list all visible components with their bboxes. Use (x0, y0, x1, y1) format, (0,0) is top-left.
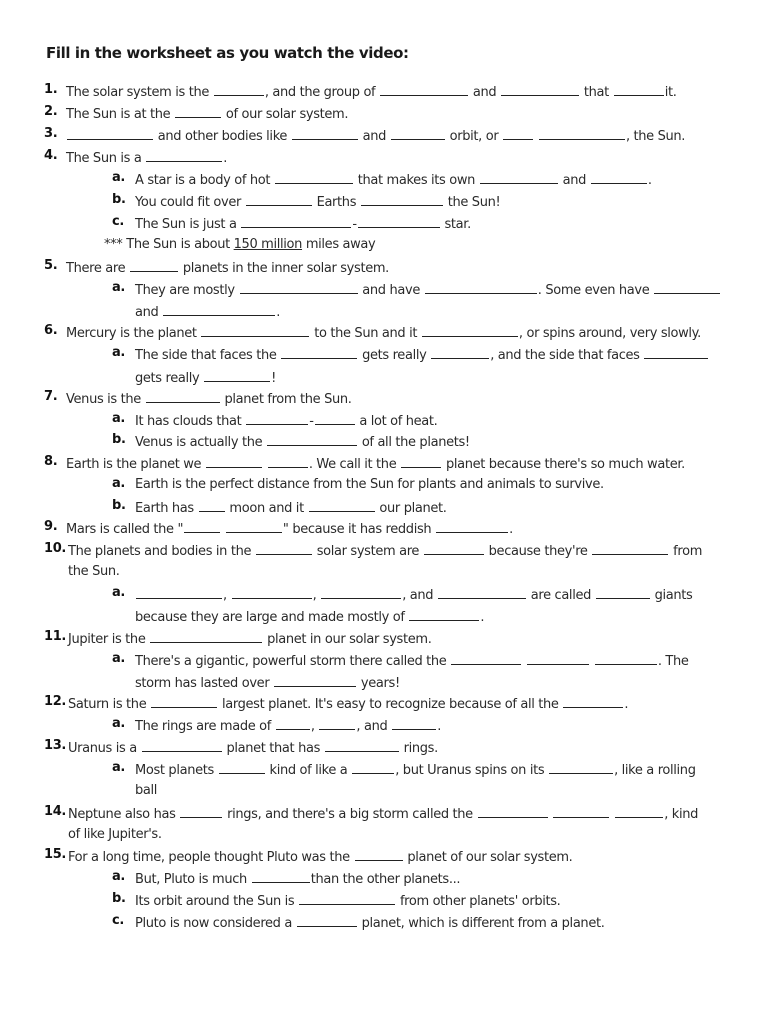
q6-blank-1[interactable] (201, 323, 309, 337)
q10a-comma-1: , (223, 588, 227, 603)
q13a-text-b: kind of like a (269, 763, 348, 778)
q6a-text-d: gets really (135, 371, 200, 386)
q2-number: 2. (44, 104, 58, 119)
q14-blank-1[interactable] (180, 804, 222, 818)
q11a-blank-1[interactable] (451, 651, 521, 665)
q5a-line (135, 280, 721, 299)
worksheet-title: Fill in the worksheet as you watch the video: (46, 44, 409, 62)
q4a-blank-2[interactable] (480, 170, 558, 184)
q11-number: 11. (44, 629, 66, 644)
q4-number: 4. (44, 148, 58, 163)
q9-text: Mars is called the " (66, 522, 184, 537)
q13a-line (135, 760, 696, 779)
q5a-text-e: . (276, 305, 281, 320)
q5a-text: They are mostly (135, 283, 235, 298)
q8b-letter: b. (112, 498, 126, 513)
q15b-line (135, 891, 560, 910)
q4-line (66, 148, 227, 167)
q15a-line (135, 869, 460, 888)
q10-number: 10. (44, 541, 66, 556)
q11a-text: There's a gigantic, powerful storm there called the (135, 654, 447, 669)
q8b-text: Earth has (135, 501, 194, 516)
q4c-blank-2[interactable] (358, 214, 440, 228)
q1-text-c: and (472, 85, 497, 100)
q14-blank-3[interactable] (553, 804, 609, 818)
q10a-blank-2[interactable] (232, 585, 312, 599)
q8-text-b: . We call it the (308, 457, 397, 472)
q9-blank-1[interactable] (184, 519, 220, 533)
q5a-letter: a. (112, 280, 126, 295)
q6a-blank-1[interactable] (281, 345, 357, 359)
q6-text: Mercury is the planet (66, 326, 197, 341)
q13a-letter: a. (112, 760, 126, 775)
q11a-blank-3[interactable] (595, 651, 657, 665)
q9-text-c: . (509, 522, 513, 537)
q8a-letter: a. (112, 476, 126, 491)
q4-blank-1[interactable] (146, 148, 222, 162)
note-underlined-value: 150 million (233, 237, 303, 252)
q6a-blank-2[interactable] (431, 345, 489, 359)
q1-blank-2[interactable] (380, 82, 468, 96)
q10a-text-d: are called (530, 588, 592, 603)
q8b-blank-2[interactable] (309, 498, 375, 512)
q7-text-b: planet from the Sun. (224, 392, 352, 407)
q4-text: The Sun is a (66, 151, 142, 166)
q5-number: 5. (44, 258, 58, 273)
q8b-line (135, 498, 447, 517)
q12a-letter: a. (112, 716, 126, 731)
q12-blank-2[interactable] (563, 694, 623, 708)
q6a-text-c: , and the side that faces (490, 348, 640, 363)
q10-text-c: because they're (488, 544, 588, 559)
q3-blank-1[interactable] (67, 126, 153, 140)
q7-text: Venus is the (66, 392, 141, 407)
q13-blank-1[interactable] (142, 738, 222, 752)
q13-text-c: rings. (403, 741, 438, 756)
q11a-text-b: . The (657, 654, 689, 669)
q10a-text-g: . (480, 610, 485, 625)
q5a-text-d: and (135, 305, 159, 320)
q7b-line (135, 432, 470, 451)
q12a-text: The rings are made of (135, 719, 272, 734)
q11-text: Jupiter is the (68, 632, 146, 647)
q7a-line (135, 411, 437, 430)
q12a-comma-1: , (310, 719, 315, 734)
q10a-text-e: giants (654, 588, 693, 603)
q8-text-c: planet because there's so much water. (445, 457, 685, 472)
q15-text-b: planet of our solar system. (407, 850, 573, 865)
q6a-line-2 (135, 368, 276, 387)
q6-text-c: , or spins around, very slowly. (518, 326, 701, 341)
q8b-blank-1[interactable] (199, 498, 225, 512)
q3-blank-5[interactable] (539, 126, 625, 140)
q13a-text-e: ball (135, 783, 158, 798)
q6a-text-e: ! (271, 371, 277, 386)
q14-number: 14. (44, 804, 66, 819)
q4c-letter: c. (112, 214, 124, 229)
q6a-line (135, 345, 709, 364)
q5a-blank-4[interactable] (163, 302, 275, 316)
q14-blank-2[interactable] (478, 804, 548, 818)
q14-text-d: of like Jupiter's. (68, 827, 162, 842)
q4a-text-d: . (647, 173, 652, 188)
q12a-blank-1[interactable] (276, 716, 310, 730)
q10a-blank-1[interactable] (136, 585, 222, 599)
q4-text-b: . (223, 151, 228, 166)
q4a-letter: a. (112, 170, 126, 185)
q8-number: 8. (44, 454, 58, 469)
q13-line (68, 738, 438, 757)
q15c-blank-1[interactable] (297, 913, 357, 927)
q2-blank-1[interactable] (175, 104, 221, 118)
q9-line (66, 519, 513, 538)
q8-blank-1[interactable] (206, 454, 262, 468)
q11a-line (135, 651, 689, 670)
q4c-dash: - (352, 217, 357, 232)
q7b-blank-1[interactable] (267, 432, 357, 446)
q4c-text: The Sun is just a (135, 217, 237, 232)
q15c-letter: c. (112, 913, 124, 928)
q12-text: Saturn is the (68, 697, 147, 712)
q4b-blank-1[interactable] (246, 192, 312, 206)
q12a-blank-2[interactable] (319, 716, 355, 730)
q14-text: Neptune also has (68, 807, 176, 822)
q13a-text-c: , but Uranus spins on its (395, 763, 545, 778)
q7b-text: Venus is actually the (135, 435, 263, 450)
q13-blank-2[interactable] (325, 738, 399, 752)
q3-number: 3. (44, 126, 58, 141)
q7a-blank-1[interactable] (246, 411, 308, 425)
q15a-text: But, Pluto is much (135, 872, 247, 887)
q4b-text: You could fit over (135, 195, 241, 210)
q5-text-b: planets in the inner solar system. (182, 261, 389, 276)
q7a-text: It has clouds that (135, 414, 242, 429)
q11-line (68, 629, 431, 648)
q3-text-b: and (362, 129, 387, 144)
q13a-line-2 (135, 782, 157, 799)
q1-text: The solar system is the (66, 85, 210, 100)
q10a-blank-3[interactable] (321, 585, 401, 599)
q15b-text: Its orbit around the Sun is (135, 894, 295, 909)
q3-blank-4[interactable] (503, 126, 533, 140)
q12-text-c: . (624, 697, 629, 712)
q15b-text-b: from other planets' orbits. (399, 894, 561, 909)
q2-text: The Sun is at the (66, 107, 171, 122)
q1-number: 1. (44, 82, 58, 97)
q10a-comma-2: , (312, 588, 317, 603)
q13a-text: Most planets (135, 763, 214, 778)
q15b-blank-1[interactable] (299, 891, 395, 905)
q15-blank-1[interactable] (355, 847, 403, 861)
note-text-c: miles away (305, 237, 376, 252)
q8b-text-b: moon and it (229, 501, 304, 516)
q3-line (66, 126, 685, 145)
q8-blank-2[interactable] (268, 454, 308, 468)
q10-blank-2[interactable] (424, 541, 484, 555)
q10a-blank-5[interactable] (596, 585, 650, 599)
q12-blank-1[interactable] (151, 694, 217, 708)
q4a-text: A star is a body of hot (135, 173, 271, 188)
q6-line (66, 323, 701, 342)
q13-text: Uranus is a (68, 741, 137, 756)
q10a-text-c: , and (402, 588, 434, 603)
q13a-blank-2[interactable] (352, 760, 394, 774)
q7a-text-c: a lot of heat. (359, 414, 438, 429)
q4b-text-c: the Sun! (447, 195, 501, 210)
q4a-blank-1[interactable] (275, 170, 353, 184)
q3-text-d: , the Sun. (625, 129, 686, 144)
q15c-text: Pluto is now considered a (135, 916, 292, 931)
q5-line (66, 258, 389, 277)
q10-blank-1[interactable] (256, 541, 312, 555)
q5-text: There are (66, 261, 126, 276)
q9-blank-3[interactable] (436, 519, 508, 533)
q5-blank-1[interactable] (130, 258, 178, 272)
q4b-text-b: Earths (316, 195, 357, 210)
q4a-text-b: that makes its own (357, 173, 476, 188)
q2-text-b: of our solar system. (225, 107, 349, 122)
q6a-text-b: gets really (362, 348, 427, 363)
q5a-text-c: . Some even have (537, 283, 650, 298)
q1-blank-3[interactable] (501, 82, 579, 96)
q10a-line-2 (135, 607, 484, 626)
q13a-blank-1[interactable] (219, 760, 265, 774)
q12-text-b: largest planet. It's easy to recognize because of all the (221, 697, 559, 712)
q4c-text-c: star. (444, 217, 471, 232)
q9-text-b: " because it has reddish (282, 522, 432, 537)
q7a-dash: - (309, 414, 314, 429)
q11a-line-2 (135, 673, 400, 692)
q3-text-c: orbit, or (449, 129, 499, 144)
q14-line (68, 804, 698, 823)
note-text: *** The Sun is about (104, 237, 230, 252)
q15a-blank-1[interactable] (252, 869, 310, 883)
q4a-line (135, 170, 652, 189)
q11a-text-c: storm has lasted over (135, 676, 270, 691)
q14-blank-4[interactable] (615, 804, 663, 818)
q10-text: The planets and bodies in the (68, 544, 252, 559)
q8a-text: Earth is the perfect distance from the Sun for plants and animals to survive. (135, 477, 604, 492)
q10-line-2 (68, 563, 120, 580)
q13a-blank-3[interactable] (549, 760, 613, 774)
q7-line (66, 389, 352, 408)
q9-blank-2[interactable] (226, 519, 282, 533)
q9-number: 9. (44, 519, 58, 534)
q6a-letter: a. (112, 345, 126, 360)
q8b-text-c: our planet. (379, 501, 447, 516)
q15a-text-b: than the other planets... (310, 872, 461, 887)
q3-blank-2[interactable] (292, 126, 358, 140)
sun-distance-note (104, 236, 375, 253)
q15-text: For a long time, people thought Pluto was the (68, 850, 350, 865)
q7-number: 7. (44, 389, 58, 404)
q13a-text-d: , like a rolling (614, 763, 696, 778)
q10-text-e: the Sun. (68, 564, 120, 579)
q4c-line (135, 214, 471, 233)
q7a-letter: a. (112, 411, 126, 426)
q4a-blank-3[interactable] (591, 170, 647, 184)
q7b-letter: b. (112, 432, 126, 447)
q12-line (68, 694, 628, 713)
q5a-text-b: and have (362, 283, 420, 298)
q10-line (68, 541, 702, 560)
q6-number: 6. (44, 323, 58, 338)
q4a-text-c: and (562, 173, 587, 188)
q15-number: 15. (44, 847, 66, 862)
q5a-blank-1[interactable] (240, 280, 358, 294)
q13-text-b: planet that has (226, 741, 320, 756)
q6-blank-2[interactable] (422, 323, 518, 337)
q4b-blank-2[interactable] (361, 192, 443, 206)
q10a-letter: a. (112, 585, 126, 600)
q6a-text: The side that faces the (135, 348, 277, 363)
q4b-line (135, 192, 500, 211)
q15c-line (135, 913, 605, 932)
q8a-line (135, 476, 604, 493)
q8-blank-3[interactable] (401, 454, 441, 468)
q1-blank-4[interactable] (614, 82, 664, 96)
q5a-blank-2[interactable] (425, 280, 537, 294)
q10a-blank-4[interactable] (438, 585, 526, 599)
q12-number: 12. (44, 694, 66, 709)
q14-line-2 (68, 826, 162, 843)
q6-text-b: to the Sun and it (314, 326, 418, 341)
q3-text: and other bodies like (157, 129, 288, 144)
q10-text-b: solar system are (316, 544, 420, 559)
q13-number: 13. (44, 738, 66, 753)
q11a-blank-4[interactable] (274, 673, 356, 687)
q8-line (66, 454, 685, 473)
q10a-blank-6[interactable] (409, 607, 479, 621)
q11-blank-1[interactable] (150, 629, 262, 643)
q15a-letter: a. (112, 869, 126, 884)
q15-line (68, 847, 572, 866)
q12a-line (135, 716, 441, 735)
q11a-blank-2[interactable] (527, 651, 589, 665)
q14-text-c: , kind (664, 807, 699, 822)
q5a-blank-3[interactable] (654, 280, 720, 294)
q5a-line-2 (135, 302, 280, 321)
q10-blank-3[interactable] (592, 541, 668, 555)
q1-line (66, 82, 676, 101)
q8-text: Earth is the planet we (66, 457, 202, 472)
q7-blank-1[interactable] (146, 389, 220, 403)
q3-blank-3[interactable] (391, 126, 445, 140)
q4b-letter: b. (112, 192, 126, 207)
q4c-blank-1[interactable] (241, 214, 351, 228)
q11a-text-d: years! (360, 676, 400, 691)
q12a-text-c: , and (356, 719, 388, 734)
q12a-text-d: . (437, 719, 441, 734)
q10a-text-f: because they are large and made mostly of (135, 610, 405, 625)
q6a-blank-3[interactable] (644, 345, 708, 359)
q10a-line (135, 585, 692, 604)
q1-blank-1[interactable] (214, 82, 264, 96)
q10-text-d: from (673, 544, 703, 559)
q11-text-b: planet in our solar system. (267, 632, 432, 647)
q1-text-e: it. (664, 85, 677, 100)
q14-text-b: rings, and there's a big storm called the (227, 807, 473, 822)
q7b-text-b: of all the planets! (361, 435, 470, 450)
q6a-blank-4[interactable] (204, 368, 270, 382)
q1-text-d: that (583, 85, 609, 100)
q1-text-b: , and the group of (264, 85, 376, 100)
q15c-text-b: planet, which is different from a planet. (361, 916, 605, 931)
q11a-letter: a. (112, 651, 126, 666)
q2-line (66, 104, 348, 123)
q7a-blank-2[interactable] (315, 411, 355, 425)
q15b-letter: b. (112, 891, 126, 906)
q12a-blank-3[interactable] (392, 716, 436, 730)
